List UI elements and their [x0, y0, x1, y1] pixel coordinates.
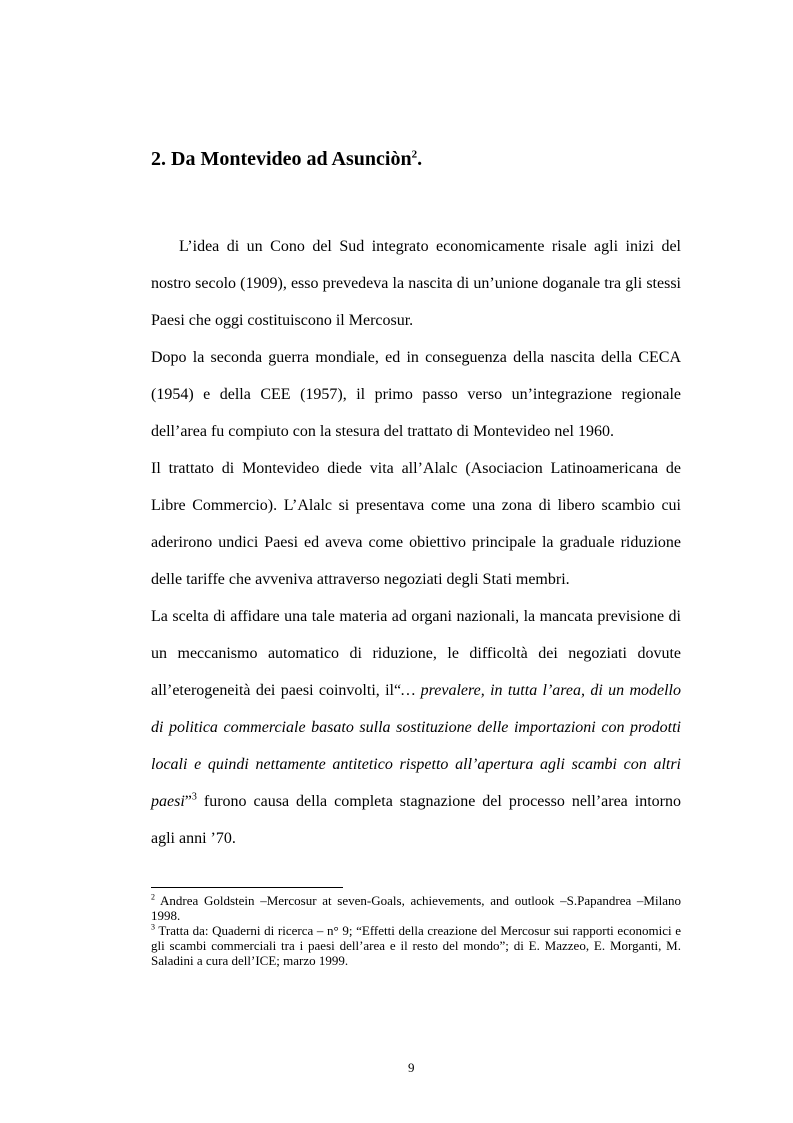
- paragraph-3: Il trattato di Montevideo diede vita all’Alalc (Asociacion Latinoamericana de Libre Commercio). L’Alalc si presentava come una zona di libero scambio cui aderirono undici Paesi ed aveva come obiettivo principale la graduale riduzione delle tariffe che avveniva attraverso negoziati degli Stati membri.: [151, 460, 681, 588]
- body-text: [151, 228, 681, 857]
- footnote-3: [151, 923, 681, 968]
- footnote-2: [151, 893, 681, 923]
- section-heading-period: .: [417, 148, 423, 170]
- footnote-ref-3[interactable]: 3: [191, 791, 197, 803]
- footnote-number: 3: [151, 922, 155, 932]
- section-heading: [151, 148, 422, 171]
- footnote-number: 2: [151, 892, 155, 902]
- section-heading-text: 2. Da Montevideo ad Asunciòn: [151, 148, 412, 170]
- footnote-text: Tratta da: Quaderni di ricerca – n° 9; “Effetti della creazione del Mercosur sui rapporti economici e gli scambi commerciali tra i paesi dell’area e il resto del mondo”; di E. Mazzeo, E. Morganti, M. Saladini a cura dell’ICE; marzo 1999.: [151, 923, 681, 968]
- paragraph-1: L’idea di un Cono del Sud integrato economicamente risale agli inizi del nostro secolo (1909), esso prevedeva la nascita di un’unione doganale tra gli stessi Paesi che oggi costituiscono il Mercosur.: [151, 238, 681, 329]
- quotation: … prevalere, in tutta l’area, di un modello di politica commerciale basato sulla sostituzione delle importazioni con prodotti locali e quindi nettamente antitetico rispetto all’apertura agli scambi con altri paesi: [151, 682, 681, 810]
- paragraph-4: [151, 598, 681, 857]
- paragraph-4-end: furono causa della completa stagnazione del processo nell’area intorno agli anni ’70.: [151, 793, 681, 847]
- footnotes: [151, 893, 681, 968]
- footnote-ref-2[interactable]: 2: [411, 148, 418, 161]
- footnote-separator: [151, 887, 343, 888]
- paragraph-4-text: La scelta di affidare una tale materia ad organi nazionali, la mancata previsione di un meccanismo automatico di riduzione, le difficoltà dei negoziati dovute all’eterogeneità dei paesi coinvolti, il“: [151, 608, 681, 699]
- paragraph-2: Dopo la seconda guerra mondiale, ed in conseguenza della nascita della CECA (1954) e della CEE (1957), il primo passo verso un’integrazione regionale dell’area fu compiuto con la stesura del trattato di Montevideo nel 1960.: [151, 349, 681, 440]
- close-quote: ”: [184, 793, 192, 810]
- footnote-text: Andrea Goldstein –Mercosur at seven-Goals, achievements, and outlook –S.Papandrea –Milano 1998.: [151, 893, 681, 923]
- page-number: 9: [408, 1060, 415, 1075]
